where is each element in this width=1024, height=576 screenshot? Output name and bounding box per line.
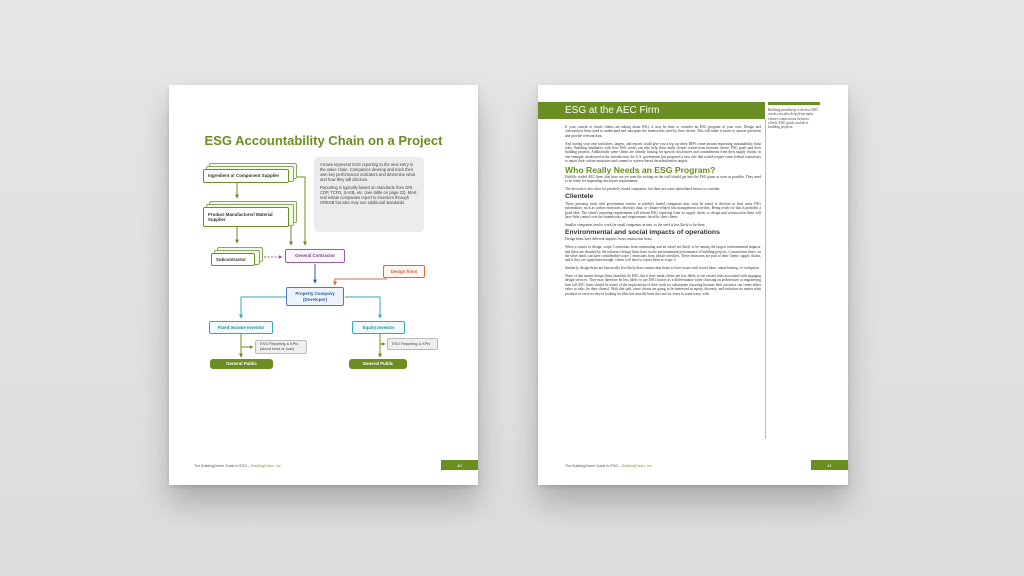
footer-text: The BuildingGreen Guide to ESG – [194, 464, 252, 468]
arrow-equity-esg [380, 334, 385, 344]
arrow-property-equity [345, 297, 380, 318]
minor-heading: Clientele [565, 193, 594, 201]
esg-reporting-left-box: ESG Reporting & KPIs (about bond or loan) [255, 340, 307, 354]
section-header: ESG at the AEC Firm [538, 102, 765, 119]
minor-heading: Environmental and social impacts of operations [565, 228, 720, 236]
arrow-ingredient-gc [296, 177, 305, 245]
page-number: 41 [811, 460, 848, 470]
article-body [565, 125, 761, 299]
footer-text: The BuildingGreen Guide to ESG – [565, 464, 623, 468]
page-footer [565, 464, 653, 468]
design-firms-box: Design firms [383, 265, 425, 278]
body-paragraph: Design firms have different impacts from construction firms. [565, 237, 653, 242]
body-paragraph: When it comes to design, scope 3 emissions from commuting and air travel are likely to be among the largest environmental impacts, and these are dwarfed by the influence design firms have on the environmental performance of building projects. Construction firms, on the other hand, can have considerable scope 1 emissions from jobsite activities. These emissions are part of their clients' supply chains, and if they are significant enough, clients will have to report them as scope 3. [565, 245, 761, 263]
arrow-design-property [335, 279, 387, 285]
column-divider [765, 119, 766, 439]
subcontractor-box: Subcontractor [211, 253, 255, 266]
general-public-left-box: General Public [210, 359, 273, 369]
footer-brand: BuildingGreen, Inc. [251, 464, 282, 468]
left-page [169, 85, 478, 485]
right-page [538, 85, 848, 485]
footer-brand: BuildingGreen, Inc. [622, 464, 653, 468]
fixed-income-investor-box: Fixed Income Investor [209, 321, 273, 334]
sidebar-rule [768, 102, 820, 105]
manufacturer-box: Product Manufacturer/ Material Supplier [203, 207, 289, 227]
property-company-box: Property Company (Developer) [286, 287, 344, 306]
body-paragraph: If your current or future clients are asking about ESG, it may be time to consider an ESG program of your own. Design and construction firms need to understand and anticipate the frameworks used by their clients. This will make it easier to answer questions and provide relevant data. [565, 125, 761, 138]
esg-reporting-right-box: ESG Reporting & KPIs [387, 338, 438, 350]
flow-arrows [169, 85, 478, 485]
general-contractor-box: General Contractor [285, 249, 345, 263]
body-paragraph: Publicly traded AEC firms that have not yet seen the writing on the wall should get into the ESG game as soon as possible. They need to be ready for impending disclosure requirements. [565, 175, 761, 184]
body-paragraph: Those pursuing work with government entities or publicly traded companies may soon be asked to disclose at least some ESG information, such as carbon emissions, diversity data, or climate-related risk management activities. Being ready for that is probably a good idea. The client's reporting requirements will inform ESG reporting from its supply chain, so design and construction firms will have little control over the frameworks and requirements faced by their clients. [565, 201, 761, 220]
body-paragraph: Smaller companies tend to work for small companies in turn, so the need is less likely to be there. [565, 222, 706, 227]
equity-investor-box: Equity Investor [352, 321, 405, 334]
arrow-property-fixed [241, 297, 286, 318]
body-paragraph: Similarly, design firms are historically less likely than construction firms to have issues with forced labor, union-busting, or corruption. [565, 266, 760, 271]
body-paragraph: And having your own initiatives, targets, and reports could give you a leg up when RFPs come around requesting sustainability bona fides. Building familiarity with how ESG works can also help firms make clearer connections between clients' ESG goals and their building projects. Additionally some clients are already looking for specific disclosures and commitments from their supply chains; as one example, mentioned in the introduction, the U.S. government has proposed a new rule that would require some federal contractors to report their carbon emissions and commit to science-based decarbonization targets. [565, 141, 761, 164]
explanation-note [314, 157, 424, 232]
note-paragraph: Arrows represent ESG reporting to the next entry in the value chain. Companies develop and track their own key performance indicators and determine what and how they will disclose. [320, 162, 415, 182]
chart-title: ESG Accountability Chain on a Project [204, 133, 443, 148]
general-public-right-box: General Public [349, 359, 407, 369]
body-paragraph: None of that means design firms shouldn't do ESG, but it does mean clients are less likely to see certain risks associated with engaging design services. They may therefore be less likely to use ESG factors as a differentiator when choosing an architecture or engineering firm (all AEC firms should be aware of the implications of their work for subsequent reporting because their activities can create either value or risks for their clients). With that said, some clients are going to be interested in equity, diversity, and inclusion no matter what products or services they're looking for (this has actually been the case for years in some ways, with [565, 274, 761, 296]
body-paragraph: The decision is less clear for privately owned companies, but there are some interrelated factors to consider. [565, 187, 721, 192]
ingredient-supplier-box: Ingredient or Component Supplier [203, 169, 289, 183]
page-number: 40 [441, 460, 478, 470]
note-paragraph: Reporting is typically based on standards from GRI, CDP, TCFD, SASB, etc. (see table on page 22). Most real estate companies report to investors through GRESB but also may use additional standards. [320, 185, 417, 205]
page-footer [194, 464, 282, 468]
sidebar-pull-quote: Building familiarity with how ESG works can also help firms make clearer connections between clients' ESG goals and their building projects. [768, 108, 818, 130]
subheading: Who Really Needs an ESG Program? [565, 164, 716, 175]
arrow-fixed-esg [241, 334, 253, 347]
